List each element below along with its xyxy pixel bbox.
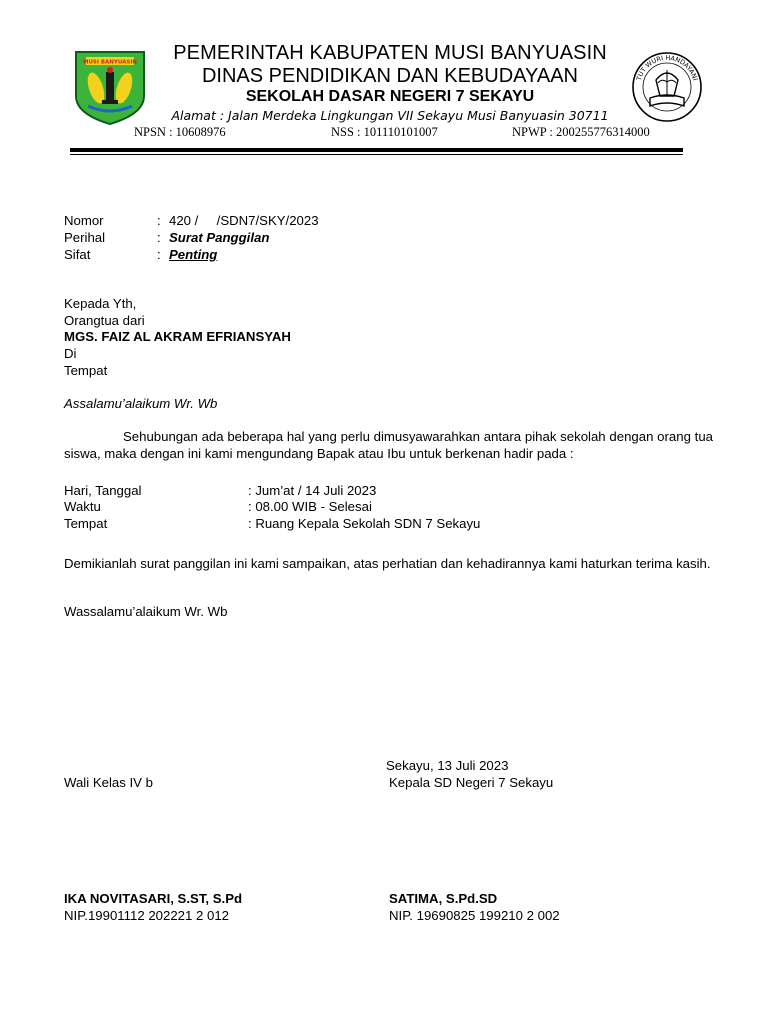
recipient-line-1: Kepada Yth, xyxy=(64,296,137,311)
sifat-value: Penting xyxy=(169,247,218,262)
recipient-line-2: Orangtua dari xyxy=(64,313,145,328)
npwp: NPWP : 200255776314000 xyxy=(512,125,650,139)
recipient-line-5: Tempat xyxy=(64,363,108,378)
detail-label-time: Waktu xyxy=(64,499,101,514)
nomor-colon: : xyxy=(157,213,161,228)
header-rule-thin xyxy=(70,154,683,155)
header-government: PEMERINTAH KABUPATEN MUSI BANYUASIN xyxy=(173,42,607,64)
detail-value-place: : Ruang Kepala Sekolah SDN 7 Sekayu xyxy=(248,516,481,531)
detail-value-day: : Jum’at / 14 Juli 2023 xyxy=(248,483,377,498)
left-signer-title: Wali Kelas IV b xyxy=(64,775,153,790)
header-rule-thick xyxy=(70,148,683,152)
detail-value-time: : 08.00 WIB - Selesai xyxy=(248,499,372,514)
npsn: NPSN : 10608976 xyxy=(134,125,226,139)
left-signer-nip: NIP.19901112 202221 2 012 xyxy=(64,908,229,923)
nss: NSS : 101110101007 xyxy=(331,125,438,139)
closing-salutation: Wassalamu’alaikum Wr. Wb xyxy=(64,604,228,619)
nomor-value: 420 / /SDN7/SKY/2023 xyxy=(169,213,319,228)
right-signer-name: SATIMA, S.Pd.SD xyxy=(389,891,498,906)
right-signer-nip: NIP. 19690825 199210 2 002 xyxy=(389,908,560,923)
logo-right-text: TUT WURI HANDAYANI xyxy=(634,53,700,82)
tut-wuri-handayani-logo xyxy=(628,50,706,124)
recipient-name: MGS. FAIZ AL AKRAM EFRIANSYAH xyxy=(64,329,291,344)
left-signer-name: IKA NOVITASARI, S.ST, S.Pd xyxy=(64,891,243,906)
nomor-label: Nomor xyxy=(64,213,104,228)
musi-banyuasin-logo xyxy=(72,48,148,126)
paragraph-intro: Sehubungan ada beberapa hal yang perlu dimusyawarahkan antara pihak sekolah dengan orang tua siswa, maka dengan ini kami mengundang Bapak atau Ibu untuk berkenan hadir pada : xyxy=(64,429,713,461)
sifat-colon: : xyxy=(157,247,161,262)
header-department: DINAS PENDIDIKAN DAN KEBUDAYAAN xyxy=(201,65,578,87)
sifat-label: Sifat xyxy=(64,247,91,262)
header-school: SEKOLAH DASAR NEGERI 7 SEKAYU xyxy=(245,88,535,105)
detail-label-day: Hari, Tanggal xyxy=(64,483,142,498)
perihal-value: Surat Panggilan xyxy=(169,230,270,245)
place-date: Sekayu, 13 Juli 2023 xyxy=(386,758,509,773)
header-address: Alamat : Jalan Merdeka Lingkungan VII Sekayu Musi Banyuasin 30711 xyxy=(171,108,609,123)
recipient-line-4: Di xyxy=(64,346,77,361)
right-signer-title: Kepala SD Negeri 7 Sekayu xyxy=(389,775,554,790)
paragraph-closing: Demikianlah surat panggilan ini kami sampaikan, atas perhatian dan kehadirannya kami haturkan terima kasih. xyxy=(64,556,711,571)
greeting: Assalamu’alaikum Wr. Wb xyxy=(64,396,218,411)
logo-left-text: MUSI BANYUASIN xyxy=(82,59,138,66)
perihal-label: Perihal xyxy=(64,230,106,245)
perihal-colon: : xyxy=(157,230,161,245)
detail-label-place: Tempat xyxy=(64,516,108,531)
